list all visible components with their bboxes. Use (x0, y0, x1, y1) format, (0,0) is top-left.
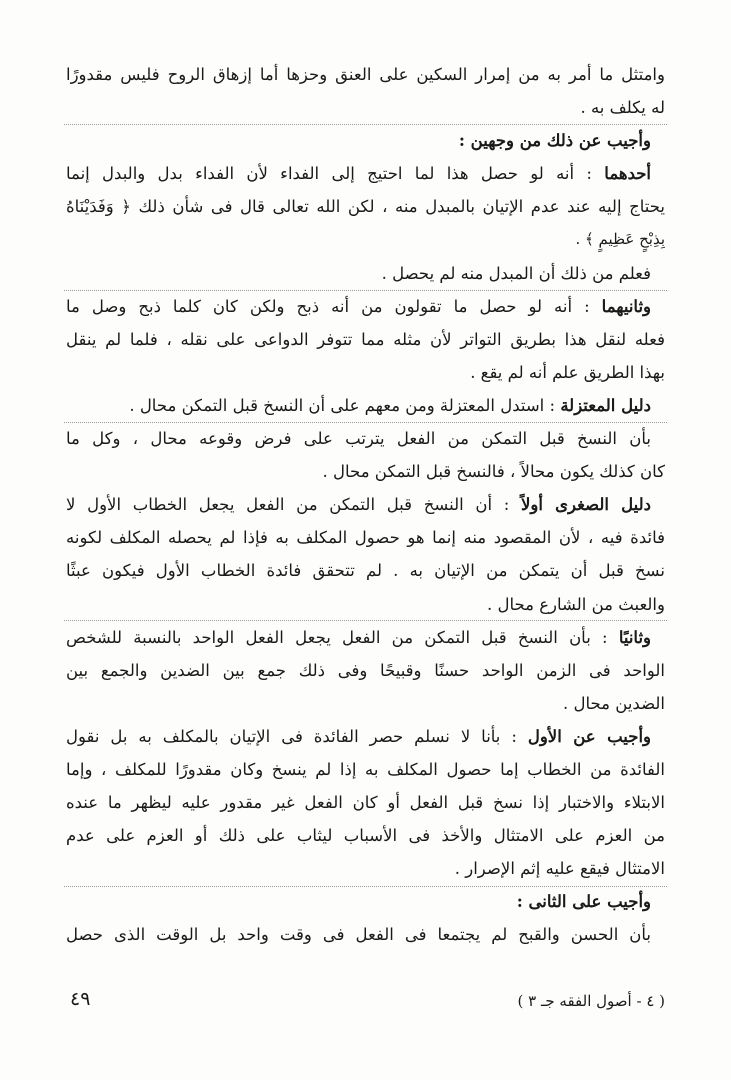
paragraph-label: أحدهما (604, 164, 652, 184)
text-line (66, 157, 665, 190)
text-line: الواحد فى الزمن الواحد حسنًا وقبيحًا وفى ذلك جمع بين الضدين والجمع بين (66, 660, 665, 680)
paragraph-label: دليل المعتزلة (560, 395, 651, 415)
paragraph-text: : أنه لو حصل هذا لما احتيج إلى الفداء لأن الفداء بدل والبدل إنما (66, 164, 592, 184)
text-line (66, 389, 665, 422)
text-line: من العزم على الامتثال والأخذ فى الأسباب ليثاب على ذلك أو العزم على عدم (66, 826, 665, 846)
paragraph-text: : بأن النسخ قبل التمكن من الفعل يجعل الفعل الواحد بالنسبة للشخص (66, 627, 608, 647)
paragraph-divider (64, 620, 667, 621)
text-line: وامتثل ما أمر به من إمرار السكين على العنق وحزها أما إزهاق الروح فليس مقدورًا (66, 65, 665, 84)
text-line: كان كذلك يكون محالاً ، فالنسخ قبل التمكن محال . (322, 462, 665, 482)
text-line (66, 621, 665, 654)
text-line (66, 290, 665, 323)
paragraph-divider (64, 422, 667, 423)
text-line: فعله لنقل هذا بطريق التواتر لأن مثله مما تتوفر الدواعى على نقله ، فلما لم ينقل (66, 329, 665, 349)
body-text (66, 58, 665, 952)
text-line: يحتاج إليه عند عدم الإتيان بالمبدل منه ، لكن الله تعالى قال فى شأن ذلك ﴿ وَفَدَيْنَاهُ (66, 197, 665, 217)
paragraph-text: : بأنا لا نسلم حصر الفائدة فى الإتيان بالمكلف به بل نقول (66, 726, 517, 746)
text-line: الامتثال فيقع عليه إثم الإصرار . (454, 859, 665, 879)
paragraph-label: وثانيًا (618, 627, 652, 647)
text-line: الفائدة من الخطاب إما حصول المكلف به إذا لم ينسخ وكان مقدورًا للمكلف ، وإما (66, 759, 665, 779)
section-heading: وأجيب عن ذلك من وجهين : (458, 131, 651, 151)
paragraph-label: وأجيب عن الأول (527, 726, 651, 746)
text-line: الابتلاء والاختبار إذا نسخ قبل الفعل أو كان الفعل غير مقدور عليه ليظهر ما عنده (66, 793, 665, 813)
text-line: الضدين محال . (563, 693, 665, 713)
paragraph-divider (64, 886, 667, 887)
paragraph-label: وثانيهما (601, 296, 652, 316)
text-line: له يكلف به . (580, 98, 665, 118)
paragraph-label: دليل الصغرى أولاً (520, 495, 651, 515)
text-line: بأن النسخ قبل التمكن من الفعل يترتب على فرض وقوعه محال ، وكل ما (66, 429, 651, 449)
book-reference: ( ٤ - أصول الفقه جـ ٣ ) (517, 992, 665, 1010)
paragraph-divider (64, 124, 667, 125)
text-line: فائدة فيه ، لأن المقصود منه إنما هو حصول المكلف به فإذا لم يحصله المكلف لكونه (66, 528, 665, 548)
page-footer (66, 988, 665, 1016)
text-line: نسخ قبل أن يتمكن من الإتيان به . لم تتحقق فائدة الخطاب الأول فيكون عبثًا (66, 561, 665, 581)
paragraph-text: : استدل المعتزلة ومن معهم على أن النسخ قبل التمكن محال . (129, 395, 556, 415)
text-line: بأن الحسن والقبح لم يجتمعا فى الفعل فى وقت واحد بل الوقت الذى حصل (66, 925, 651, 945)
page-number: ٤٩ (70, 988, 91, 1010)
text-line: بهذا الطريق علم أنه لم يقع . (470, 362, 665, 382)
quran-verse-line: بِذِبْحٍ عَظِيمٍ ﴾ . (575, 230, 665, 249)
text-line (66, 720, 665, 753)
text-line: والعبث من الشارع محال . (486, 594, 665, 614)
paragraph-divider (64, 290, 667, 291)
text-line (66, 488, 665, 521)
section-heading: وأجيب على الثانى : (516, 892, 651, 912)
paragraph-text: : أن النسخ قبل التمكن من الفعل يجعل الخطاب الأول لا (66, 495, 510, 515)
text-line: فعلم من ذلك أن المبدل منه لم يحصل . (381, 263, 651, 283)
paragraph-text: : أنه لو حصل ما تقولون من أنه ذبح ولكن كان كلما ذبح وصل ما (66, 296, 590, 316)
